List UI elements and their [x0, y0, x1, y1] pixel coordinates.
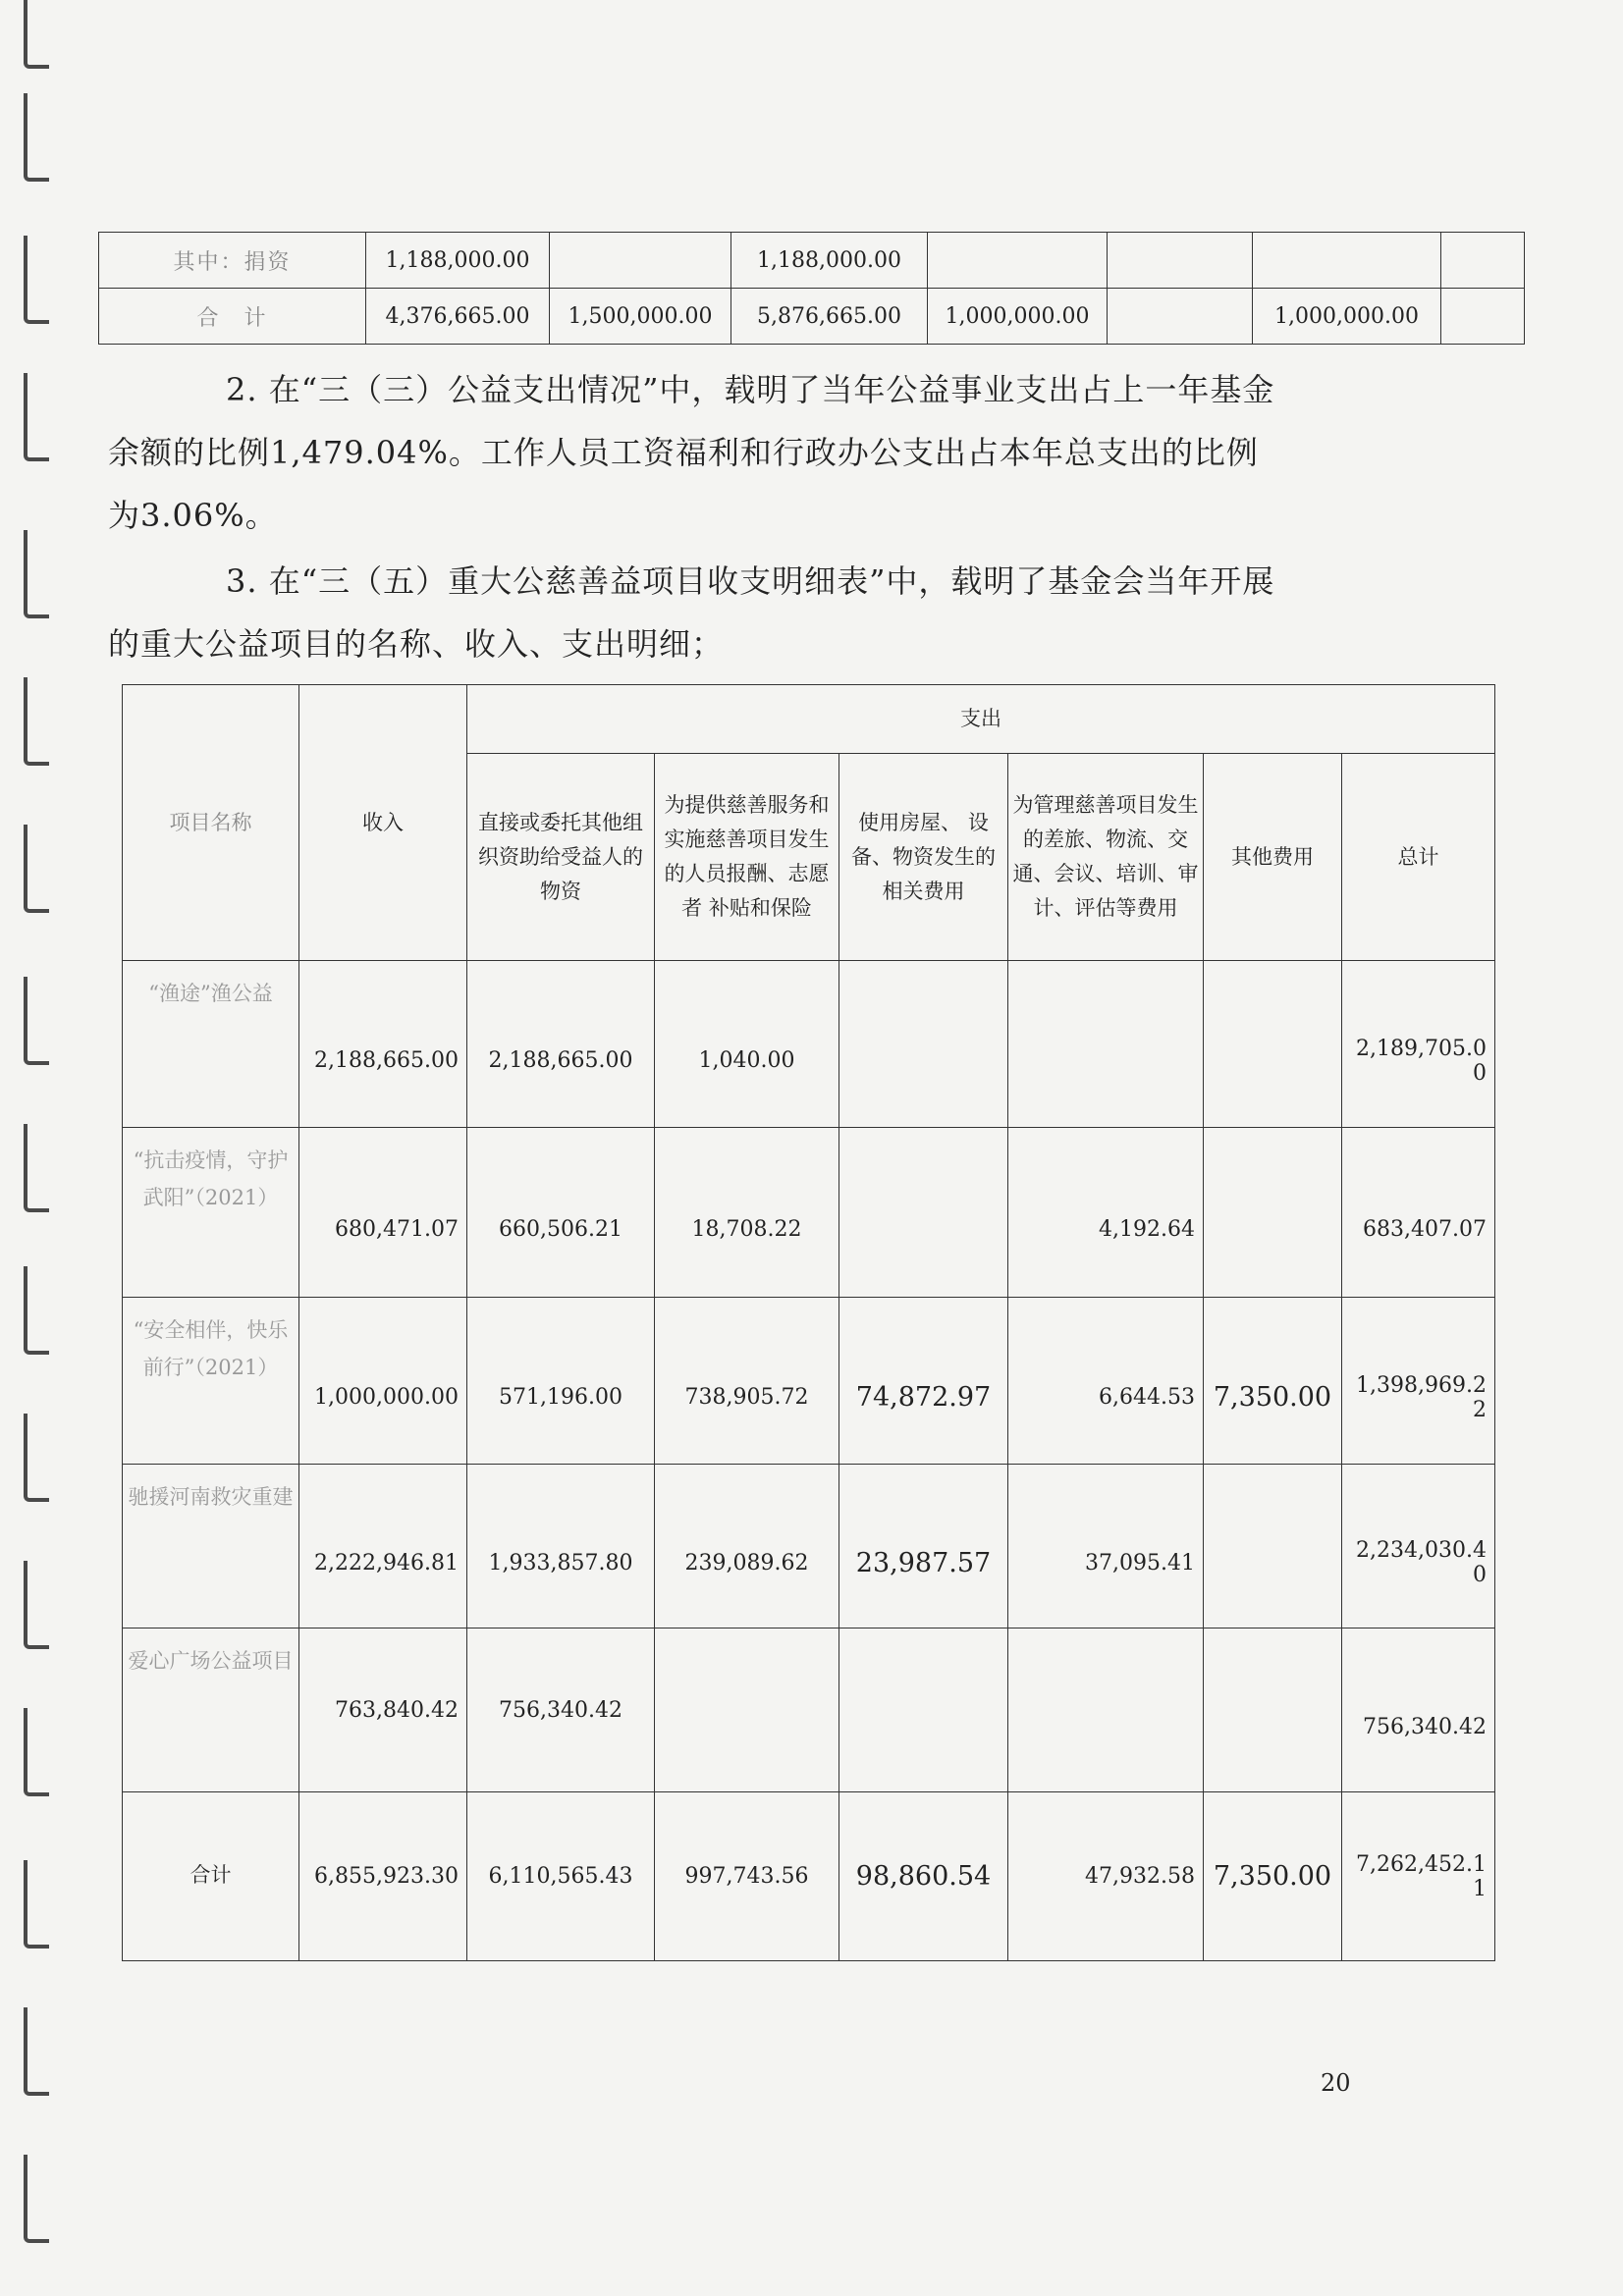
personnel-cell [655, 1629, 839, 1792]
paragraph-line: 2. 在“三（三）公益支出情况”中，载明了当年公益事业支出占上一年基金 [226, 371, 1275, 408]
header-direct: 直接或委托其他组织资助给受益人的物资 [467, 754, 655, 961]
table-cell: 1,188,000.00 [731, 233, 928, 289]
facilities-cell: 23,987.57 [839, 1465, 1008, 1629]
table-cell [1441, 233, 1525, 289]
binding-clip [24, 1414, 49, 1502]
table-cell [928, 233, 1108, 289]
header-facilities: 使用房屋、 设备、物资发生的相关费用 [839, 754, 1008, 961]
header-row [123, 685, 1495, 754]
income-cell: 6,855,923.30 [299, 1792, 467, 1961]
direct-cell: 2,188,665.00 [467, 961, 655, 1128]
total-cell: 2,189,705.00 [1342, 961, 1495, 1128]
paragraph-line: 余额的比例1,479.04%。工作人员工资福利和行政办公支出占本年总支出的比例 [108, 434, 1259, 471]
facilities-cell: 98,860.54 [839, 1792, 1008, 1961]
facilities-cell [839, 961, 1008, 1128]
table-row [99, 233, 1525, 289]
binding-clip [24, 1708, 49, 1796]
other-cell [1204, 1128, 1342, 1298]
management-cell: 47,932.58 [1008, 1792, 1204, 1961]
header-expenditure: 支出 [467, 685, 1495, 754]
table-row [123, 961, 1495, 1128]
project-name: 爱心广场公益项目 [123, 1629, 299, 1792]
personnel-cell: 1,040.00 [655, 961, 839, 1128]
paragraph-3 [108, 550, 1384, 675]
table-row [123, 1629, 1495, 1792]
table-row [123, 1128, 1495, 1298]
personnel-cell: 239,089.62 [655, 1465, 839, 1629]
income-cell: 680,471.07 [299, 1128, 467, 1298]
table-cell [550, 233, 731, 289]
binding-clip [24, 373, 49, 461]
project-name: “抗击疫情，守护武阳”（2021） [123, 1128, 299, 1298]
total-cell: 1,398,969.22 [1342, 1298, 1495, 1465]
project-name: “安全相伴，快乐前行”（2021） [123, 1298, 299, 1465]
total-row-label: 合计 [123, 1792, 299, 1961]
facilities-cell [839, 1629, 1008, 1792]
table-cell: 1,000,000.00 [1253, 289, 1441, 345]
management-cell [1008, 1629, 1204, 1792]
direct-cell: 756,340.42 [467, 1629, 655, 1792]
binding-clip [24, 677, 49, 766]
total-cell: 2,234,030.40 [1342, 1465, 1495, 1629]
total-cell: 756,340.42 [1342, 1629, 1495, 1792]
binding-clip [24, 236, 49, 324]
top-summary-table [98, 232, 1525, 345]
table-cell [1441, 289, 1525, 345]
page-number: 20 [1321, 2069, 1351, 2097]
facilities-cell [839, 1128, 1008, 1298]
binding-clip [24, 530, 49, 618]
management-cell: 37,095.41 [1008, 1465, 1204, 1629]
direct-cell: 571,196.00 [467, 1298, 655, 1465]
total-row [123, 1792, 1495, 1961]
income-cell: 1,000,000.00 [299, 1298, 467, 1465]
paragraph-line: 的重大公益项目的名称、收入、支出明细； [108, 625, 725, 663]
header-project-name: 项目名称 [123, 685, 299, 961]
paragraph-line: 为3.06%。 [108, 497, 278, 534]
income-cell: 763,840.42 [299, 1629, 467, 1792]
binding-clip [24, 93, 49, 182]
management-cell: 6,644.53 [1008, 1298, 1204, 1465]
personnel-cell: 997,743.56 [655, 1792, 839, 1961]
project-name: “渔途”渔公益 [123, 961, 299, 1128]
table-row [99, 289, 1525, 345]
header-income: 收入 [299, 685, 467, 961]
header-management: 为管理慈善项目发生的差旅、物流、交通、会议、培训、审计、评估等费用 [1008, 754, 1204, 961]
binding-clip [24, 1266, 49, 1355]
other-cell [1204, 1465, 1342, 1629]
other-cell [1204, 1629, 1342, 1792]
binding-clip [24, 2007, 49, 2096]
other-cell: 7,350.00 [1204, 1298, 1342, 1465]
binding-clips [14, 0, 53, 2296]
table-cell: 1,000,000.00 [928, 289, 1108, 345]
row-label: 其中：捐资 [99, 233, 366, 289]
income-cell: 2,222,946.81 [299, 1465, 467, 1629]
table-cell: 1,500,000.00 [550, 289, 731, 345]
table-cell: 5,876,665.00 [731, 289, 928, 345]
table-cell: 4,376,665.00 [366, 289, 550, 345]
direct-cell: 6,110,565.43 [467, 1792, 655, 1961]
management-cell [1008, 961, 1204, 1128]
major-projects-table [122, 684, 1495, 1961]
binding-clip [24, 1860, 49, 1949]
personnel-cell: 18,708.22 [655, 1128, 839, 1298]
paragraph-2 [108, 358, 1384, 547]
table-row [123, 1465, 1495, 1629]
project-name: 驰援河南救灾重建 [123, 1465, 299, 1629]
total-cell: 7,262,452.11 [1342, 1792, 1495, 1961]
row-label: 合 计 [99, 289, 366, 345]
direct-cell: 660,506.21 [467, 1128, 655, 1298]
direct-cell: 1,933,857.80 [467, 1465, 655, 1629]
personnel-cell: 738,905.72 [655, 1298, 839, 1465]
total-cell: 683,407.07 [1342, 1128, 1495, 1298]
binding-clip [24, 2155, 49, 2243]
table-row [123, 1298, 1495, 1465]
income-cell: 2,188,665.00 [299, 961, 467, 1128]
management-cell: 4,192.64 [1008, 1128, 1204, 1298]
facilities-cell: 74,872.97 [839, 1298, 1008, 1465]
paragraph-line: 3. 在“三（五）重大公慈善益项目收支明细表”中，载明了基金会当年开展 [226, 562, 1275, 600]
binding-clip [24, 1124, 49, 1212]
header-personnel: 为提供慈善服务和 实施慈善项目发生 的人员报酬、志愿者 补贴和保险 [655, 754, 839, 961]
table-cell [1108, 233, 1253, 289]
binding-clip [24, 1561, 49, 1649]
table-cell: 1,188,000.00 [366, 233, 550, 289]
other-cell [1204, 961, 1342, 1128]
header-other: 其他费用 [1204, 754, 1342, 961]
table-cell [1108, 289, 1253, 345]
binding-clip [24, 977, 49, 1065]
other-cell: 7,350.00 [1204, 1792, 1342, 1961]
binding-clip [24, 0, 49, 69]
binding-clip [24, 825, 49, 913]
table-cell [1253, 233, 1441, 289]
header-total: 总计 [1342, 754, 1495, 961]
